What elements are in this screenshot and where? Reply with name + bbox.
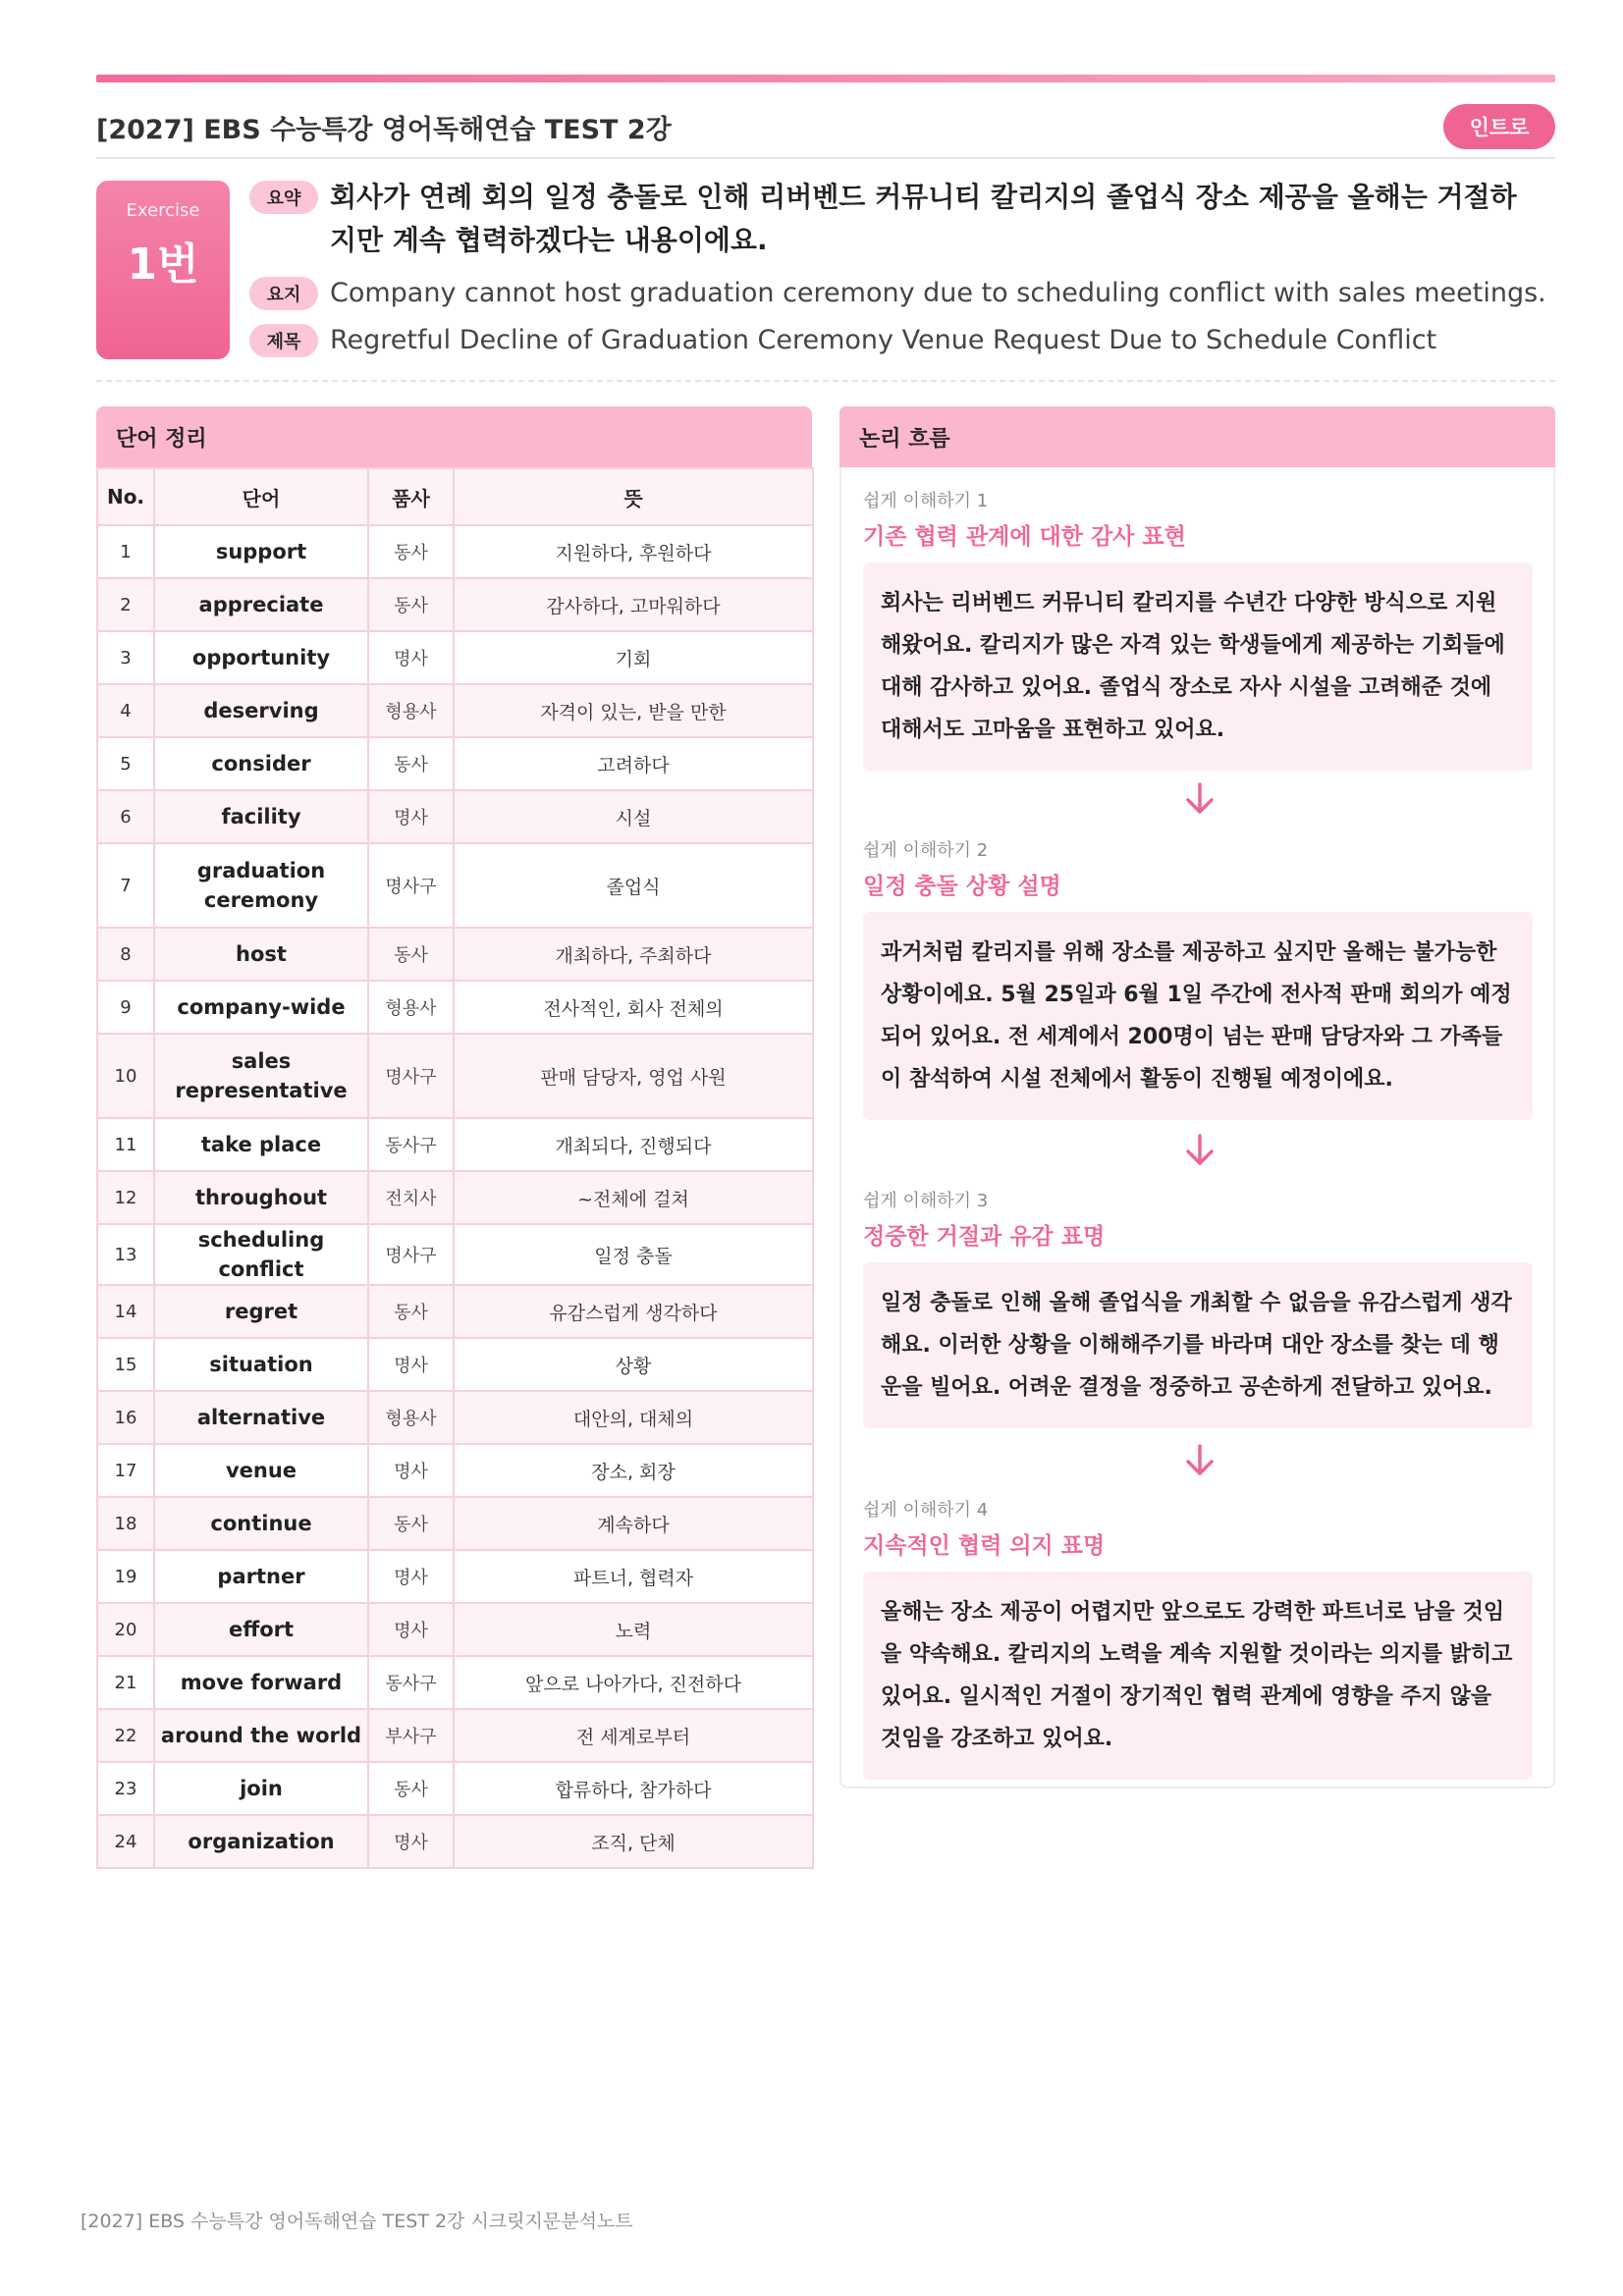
vocab-row — [97, 1391, 813, 1444]
vocab-meaning: 개최되다, 진행되다 — [454, 1118, 813, 1171]
summary-section — [96, 181, 1555, 381]
vocab-row — [97, 1550, 813, 1603]
step-label: 쉽게 이해하기 3 — [863, 1191, 989, 1211]
vocab-word: opportunity — [154, 631, 368, 684]
vocab-row — [97, 525, 813, 578]
top-accent-bar — [96, 75, 1555, 82]
step-title: 기존 협력 관계에 대한 감사 표현 — [863, 524, 1186, 550]
yoji-tag: 요지 — [249, 277, 318, 310]
arrow-down-icon — [841, 1133, 1557, 1172]
vocab-word: move forward — [154, 1656, 368, 1709]
exercise-badge — [96, 181, 230, 359]
vocab-meaning: 상황 — [454, 1338, 813, 1391]
vocab-pos: 명사구 — [368, 1224, 454, 1285]
vocab-pos: 동사구 — [368, 1656, 454, 1709]
step-title: 지속적인 협력 의지 표명 — [863, 1533, 1106, 1559]
step-body: 회사는 리버벤드 커뮤니티 칼리지를 수년간 다양한 방식으로 지원해왔어요. 칼리지가 많은 자격 있는 학생들에게 제공하는 기회들에 대해 감사하고 있어요. 졸업식 장소로 자사 시설을 고려해준 것에 대해서도 고마움을 표현하고 있어요. — [863, 562, 1533, 771]
vocab-word: organization — [154, 1815, 368, 1868]
vocab-no: 14 — [97, 1285, 154, 1338]
vocab-no: 24 — [97, 1815, 154, 1868]
vocab-word: scheduling conflict — [154, 1224, 368, 1285]
vocab-meaning: 일정 충돌 — [454, 1224, 813, 1285]
vocab-pos: 동사 — [368, 525, 454, 578]
vocab-word: alternative — [154, 1391, 368, 1444]
vocab-no: 22 — [97, 1709, 154, 1762]
intro-button[interactable]: 인트로 — [1443, 104, 1555, 149]
vocab-meaning: 개최하다, 주최하다 — [454, 928, 813, 981]
vocab-row — [97, 631, 813, 684]
exercise-label: Exercise — [126, 200, 200, 221]
col-header-meaning: 뜻 — [454, 468, 813, 525]
step-label: 쉽게 이해하기 4 — [863, 1500, 989, 1521]
page-title: [2027] EBS 수능특강 영어독해연습 TEST 2강 — [96, 114, 672, 145]
vocab-row — [97, 684, 813, 737]
vocab-no: 4 — [97, 684, 154, 737]
logic-step-2 — [863, 836, 1533, 1120]
vocab-word: graduation ceremony — [154, 843, 368, 928]
vocab-meaning: 노력 — [454, 1603, 813, 1656]
vocab-meaning: 조직, 단체 — [454, 1815, 813, 1868]
arrow-down-icon — [841, 781, 1557, 821]
vocab-no: 8 — [97, 928, 154, 981]
vocab-word: deserving — [154, 684, 368, 737]
logic-heading: 논리 흐름 — [839, 406, 1555, 467]
vocab-row — [97, 1709, 813, 1762]
vocab-no: 18 — [97, 1497, 154, 1550]
vocab-no: 11 — [97, 1118, 154, 1171]
vocab-pos: 명사 — [368, 790, 454, 843]
vocab-row — [97, 1815, 813, 1868]
logic-step-4 — [863, 1496, 1533, 1780]
vocab-word: partner — [154, 1550, 368, 1603]
vocab-pos: 명사 — [368, 1444, 454, 1497]
vocab-no: 2 — [97, 578, 154, 631]
step-title: 일정 충돌 상황 설명 — [863, 874, 1061, 899]
vocab-pos: 형용사 — [368, 981, 454, 1034]
vocab-meaning: 유감스럽게 생각하다 — [454, 1285, 813, 1338]
vocab-meaning: 시설 — [454, 790, 813, 843]
vocab-row — [97, 843, 813, 928]
vocab-word: regret — [154, 1285, 368, 1338]
step-body: 올해는 장소 제공이 어렵지만 앞으로도 강력한 파트너로 남을 것임을 약속해요. 칼리지의 노력을 계속 지원할 것이라는 의지를 밝히고 있어요. 일시적인 거절이 장기적인 협력 관계에 영향을 주지 않을 것임을 강조하고 있어요. — [863, 1572, 1533, 1780]
vocab-row — [97, 1497, 813, 1550]
vocab-word: join — [154, 1762, 368, 1815]
vocab-meaning: 대안의, 대체의 — [454, 1391, 813, 1444]
vocab-word: situation — [154, 1338, 368, 1391]
title-tag: 제목 — [249, 324, 318, 357]
vocab-row — [97, 1224, 813, 1285]
vocab-pos: 명사 — [368, 631, 454, 684]
vocab-meaning: 기회 — [454, 631, 813, 684]
vocab-meaning: 지원하다, 후원하다 — [454, 525, 813, 578]
vocab-pos: 형용사 — [368, 1391, 454, 1444]
vocab-pos: 부사구 — [368, 1709, 454, 1762]
vocab-word: effort — [154, 1603, 368, 1656]
summary-row-title — [249, 324, 1436, 357]
vocab-row — [97, 981, 813, 1034]
vocab-word: throughout — [154, 1171, 368, 1224]
vocab-no: 7 — [97, 843, 154, 928]
logic-step-1 — [863, 487, 1533, 771]
vocab-heading: 단어 정리 — [96, 406, 812, 467]
vocab-row — [97, 1444, 813, 1497]
yoyak-tag: 요약 — [249, 181, 318, 214]
section-divider — [96, 380, 1555, 382]
vocab-no: 20 — [97, 1603, 154, 1656]
summary-row-yoji — [249, 277, 1546, 310]
vocab-word: take place — [154, 1118, 368, 1171]
vocab-word: support — [154, 525, 368, 578]
vocab-no: 21 — [97, 1656, 154, 1709]
vocab-no: 9 — [97, 981, 154, 1034]
logic-step-3 — [863, 1187, 1533, 1428]
vocab-meaning: 파트너, 협력자 — [454, 1550, 813, 1603]
page-header — [96, 96, 1555, 159]
vocab-row — [97, 1034, 813, 1118]
vocab-no: 10 — [97, 1034, 154, 1118]
vocab-meaning: 합류하다, 참가하다 — [454, 1762, 813, 1815]
vocab-no: 19 — [97, 1550, 154, 1603]
vocab-word: facility — [154, 790, 368, 843]
vocab-table — [96, 467, 814, 1869]
vocab-meaning: 앞으로 나아가다, 진전하다 — [454, 1656, 813, 1709]
vocab-pos: 명사 — [368, 1550, 454, 1603]
logic-panel — [839, 406, 1555, 1789]
vocab-row — [97, 737, 813, 790]
vocab-pos: 동사 — [368, 1497, 454, 1550]
vocab-no: 5 — [97, 737, 154, 790]
vocab-no: 17 — [97, 1444, 154, 1497]
title-text: Regretful Decline of Graduation Ceremony Venue Request Due to Schedule Conflict — [330, 325, 1437, 355]
vocab-pos: 동사 — [368, 737, 454, 790]
vocab-word: host — [154, 928, 368, 981]
vocab-meaning: 감사하다, 고마워하다 — [454, 578, 813, 631]
page-footer: [2027] EBS 수능특강 영어독해연습 TEST 2강 시크릿지문분석노트 — [81, 2211, 633, 2232]
vocab-pos: 명사 — [368, 1603, 454, 1656]
vocab-row — [97, 1171, 813, 1224]
vocab-word: company-wide — [154, 981, 368, 1034]
vocab-no: 1 — [97, 525, 154, 578]
vocab-no: 16 — [97, 1391, 154, 1444]
vocab-pos: 동사구 — [368, 1118, 454, 1171]
arrow-down-icon — [841, 1443, 1557, 1482]
vocab-row — [97, 1118, 813, 1171]
vocab-pos: 동사 — [368, 1762, 454, 1815]
vocab-row — [97, 1762, 813, 1815]
exercise-number: 1번 — [127, 240, 199, 290]
vocab-no: 13 — [97, 1224, 154, 1285]
vocab-row — [97, 1285, 813, 1338]
vocab-header-row — [97, 468, 813, 525]
vocab-row — [97, 790, 813, 843]
step-label: 쉽게 이해하기 2 — [863, 840, 989, 861]
step-label: 쉽게 이해하기 1 — [863, 491, 989, 511]
vocab-meaning: 고려하다 — [454, 737, 813, 790]
vocab-panel — [96, 406, 812, 1869]
vocab-word: continue — [154, 1497, 368, 1550]
vocab-meaning: 판매 담당자, 영업 사원 — [454, 1034, 813, 1118]
vocab-pos: 동사 — [368, 1285, 454, 1338]
vocab-meaning: 졸업식 — [454, 843, 813, 928]
vocab-pos: 동사 — [368, 928, 454, 981]
step-title: 정중한 거절과 유감 표명 — [863, 1224, 1106, 1250]
vocab-pos: 명사 — [368, 1815, 454, 1868]
vocab-row — [97, 1656, 813, 1709]
summary-row-yoyak — [249, 181, 1538, 262]
vocab-row — [97, 1338, 813, 1391]
vocab-row — [97, 928, 813, 981]
vocab-word: sales representative — [154, 1034, 368, 1118]
vocab-pos: 명사구 — [368, 1034, 454, 1118]
vocab-word: venue — [154, 1444, 368, 1497]
vocab-pos: 동사 — [368, 578, 454, 631]
vocab-pos: 명사구 — [368, 843, 454, 928]
vocab-pos: 형용사 — [368, 684, 454, 737]
vocab-word: around the world — [154, 1709, 368, 1762]
summary-text: 회사가 연례 회의 일정 충돌로 인해 리버벤드 커뮤니티 칼리지의 졸업식 장소 제공을 올해는 거절하지만 계속 협력하겠다는 내용이에요. — [330, 181, 1517, 256]
gist-text: Company cannot host graduation ceremony due to scheduling conflict with sales meetings. — [330, 278, 1546, 308]
vocab-no: 6 — [97, 790, 154, 843]
vocab-meaning: 계속하다 — [454, 1497, 813, 1550]
vocab-row — [97, 1603, 813, 1656]
vocab-no: 12 — [97, 1171, 154, 1224]
vocab-meaning: 전사적인, 회사 전체의 — [454, 981, 813, 1034]
vocab-word: consider — [154, 737, 368, 790]
vocab-word: appreciate — [154, 578, 368, 631]
vocab-meaning: 자격이 있는, 받을 만한 — [454, 684, 813, 737]
vocab-pos: 명사 — [368, 1338, 454, 1391]
vocab-meaning: 장소, 회장 — [454, 1444, 813, 1497]
col-header-no: No. — [97, 468, 154, 525]
step-body: 일정 충돌로 인해 올해 졸업식을 개최할 수 없음을 유감스럽게 생각해요. 이러한 상황을 이해해주기를 바라며 대안 장소를 찾는 데 행운을 빌어요. 어려운 결정을 정중하고 공손하게 전달하고 있어요. — [863, 1262, 1533, 1428]
vocab-row — [97, 578, 813, 631]
vocab-meaning: ~전체에 걸쳐 — [454, 1171, 813, 1224]
vocab-no: 23 — [97, 1762, 154, 1815]
vocab-no: 3 — [97, 631, 154, 684]
step-body: 과거처럼 칼리지를 위해 장소를 제공하고 싶지만 올해는 불가능한 상황이에요. 5월 25일과 6월 1일 주간에 전사적 판매 회의가 예정되어 있어요. 전 세계에서 200명이 넘는 판매 담당자와 그 가족들이 참석하여 시설 전체에서 활동이 진행될 예정이에요. — [863, 912, 1533, 1120]
vocab-no: 15 — [97, 1338, 154, 1391]
col-header-pos: 품사 — [368, 468, 454, 525]
col-header-word: 단어 — [154, 468, 368, 525]
vocab-pos: 전치사 — [368, 1171, 454, 1224]
vocab-meaning: 전 세계로부터 — [454, 1709, 813, 1762]
